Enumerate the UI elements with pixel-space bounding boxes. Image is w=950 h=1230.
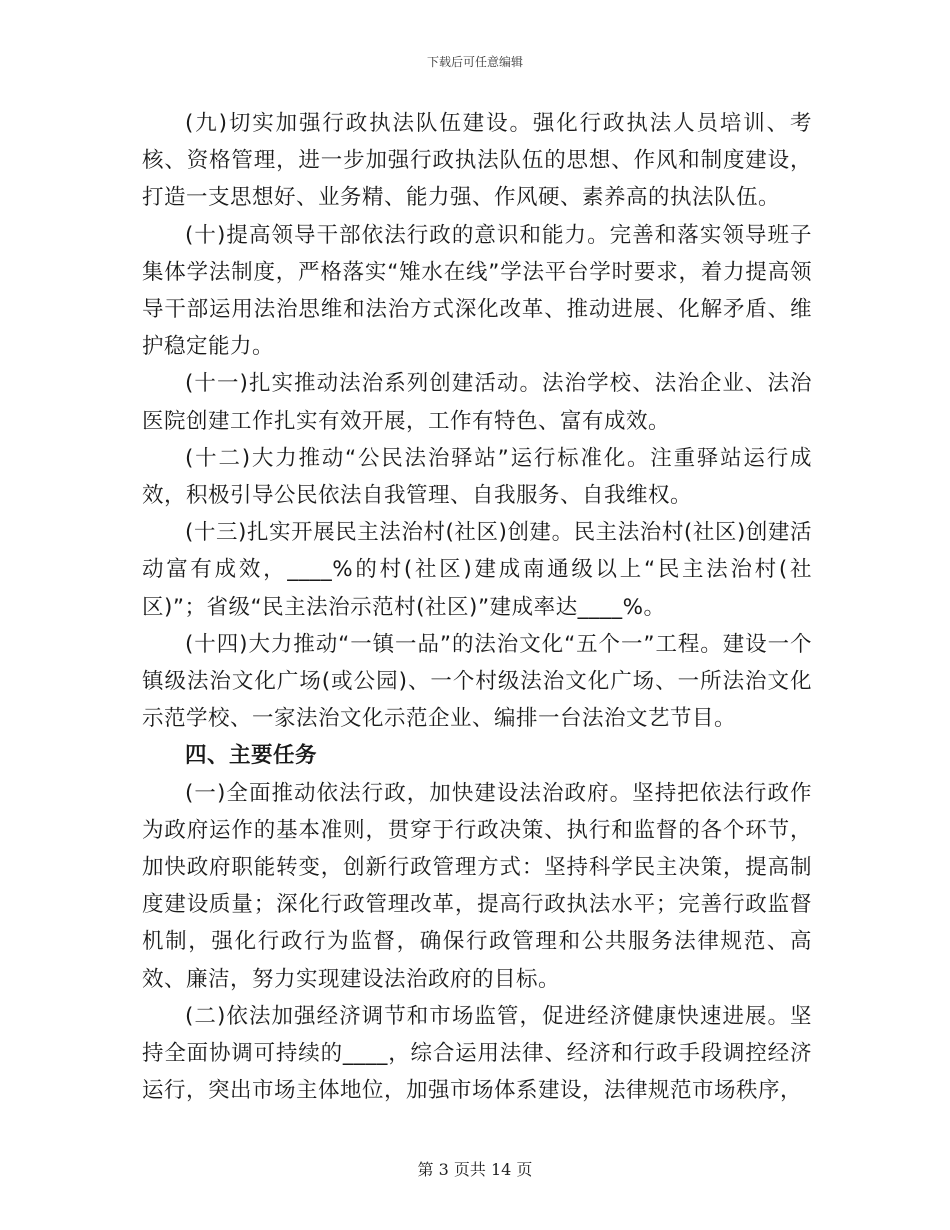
paragraph-item-14: (十四)大力推动“一镇一品”的法治文化“五个一”工程。建设一个镇级法治文化广场(或公园)、一个村级法治文化广场、一所法治文化示范学校、一家法治文化示范企业、编排一台法治文艺节目。 xyxy=(142,631,812,732)
paragraph-item-13: (十三)扎实开展民主法治村(社区)创建。民主法治村(社区)创建活动富有成效，____%的村(社区)建成南通级以上“民主法治村(社区)”；省级“民主法治示范村(社区)”建成率达____%。 xyxy=(142,520,812,620)
paragraph-item-10: (十)提高领导干部依法行政的意识和能力。完善和落实领导班子集体学法制度，严格落实“雉水在线”学法平台学时要求，着力提高领导干部运用法治思维和法治方式深化改革、推动进展、化解矛盾、维护稳定能力。 xyxy=(142,222,812,360)
page-number-footer: 第 3 页共 14 页 xyxy=(417,1160,533,1179)
paragraph-item-12: (十二)大力推动“公民法治驿站”运行标准化。注重驿站运行成效，积极引导公民依法自我管理、自我服务、自我维权。 xyxy=(142,445,812,509)
paragraph-item-9: (九)切实加强行政执法队伍建设。强化行政执法人员培训、考核、资格管理，进一步加强行政执法队伍的思想、作风和制度建设，打造一支思想好、业务精、能力强、作风硬、素养高的执法队伍。 xyxy=(142,111,812,211)
document-body xyxy=(142,105,812,1109)
section-heading-main-tasks: 四、主要任务 xyxy=(185,743,318,769)
paragraph-task-1: (一)全面推动依法行政，加快建设法治政府。坚持把依法行政作为政府运作的基本准则，贯穿于行政决策、执行和监督的各个环节，加快政府职能转变，创新行政管理方式：坚持科学民主决策，提高制度建设质量；深化行政管理改革，提高行政执法水平；完善行政监督机制，强化行政行为监督，确保行政管理和公共服务法律规范、高效、廉洁，努力实现建设法治政府的目标。 xyxy=(142,780,812,992)
page-header-note: 下载后可任意编辑 xyxy=(426,55,523,69)
paragraph-item-11: (十一)扎实推动法治系列创建活动。法治学校、法治企业、法治医院创建工作扎实有效开展，工作有特色、富有成效。 xyxy=(142,371,812,434)
paragraph-task-2: (二)依法加强经济调节和市场监管，促进经济健康快速进展。坚持全面协调可持续的____，综合运用法律、经济和行政手段调控经济运行，突出市场主体地位，加强市场体系建设，法律规范市场秩序， xyxy=(142,1003,812,1104)
